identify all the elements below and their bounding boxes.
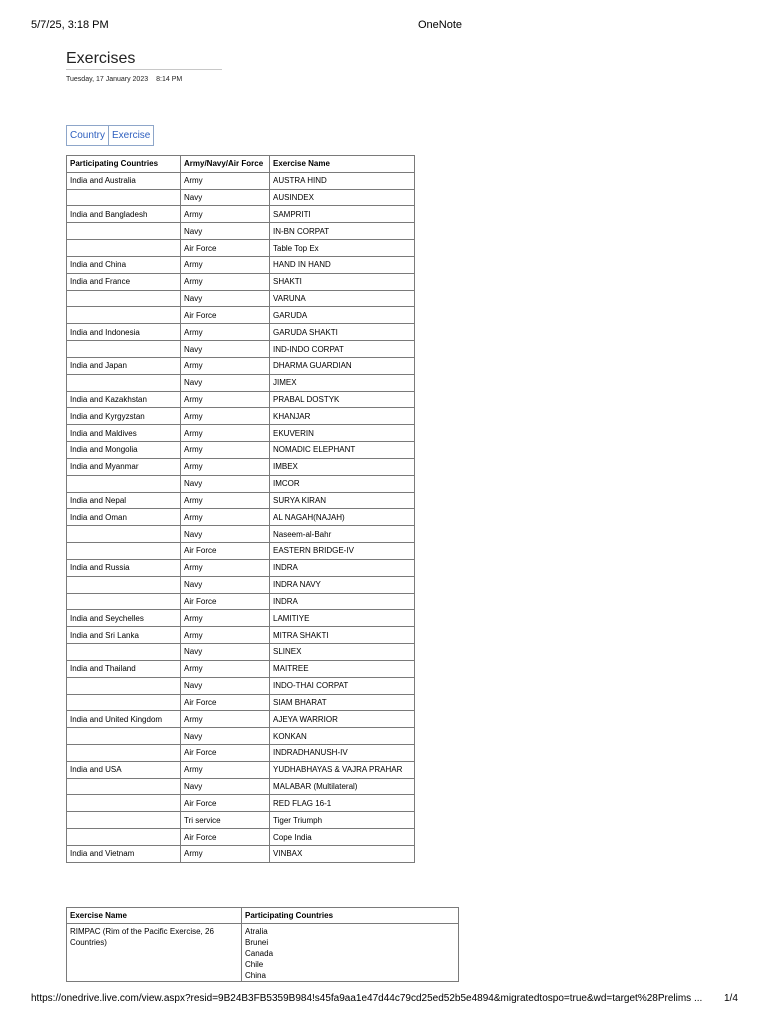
cell-exercise-name: EKUVERIN: [270, 425, 415, 442]
cell-service: Navy: [181, 728, 270, 745]
table-row: [67, 307, 415, 324]
column-header-exercise-name: Exercise Name: [67, 908, 242, 924]
bilateral-exercises-table: [66, 155, 415, 863]
country-name: Chile: [245, 960, 264, 969]
tab-country[interactable]: Country: [66, 125, 109, 146]
cell-service: Army: [181, 845, 270, 862]
column-header-participants: Participating Countries: [242, 908, 459, 924]
cell-service: Navy: [181, 475, 270, 492]
cell-exercise-name: Cope India: [270, 829, 415, 846]
cell-service: Army: [181, 458, 270, 475]
cell-service: Army: [181, 627, 270, 644]
cell-service: Army: [181, 408, 270, 425]
table-row: [67, 206, 415, 223]
cell-service: Air Force: [181, 795, 270, 812]
cell-countries: [67, 240, 181, 257]
cell-countries: [67, 778, 181, 795]
cell-countries: [67, 728, 181, 745]
print-footer-url: https://onedrive.live.com/view.aspx?resid=9B24B3FB5359B984!s45fa9aa1e47d44c79cd25ed52b5e4894&migratedtospo=true&wd=target%28Prelims ...: [31, 993, 703, 1004]
table-row: [67, 240, 415, 257]
page-title: Exercises: [66, 50, 136, 67]
table-row: [67, 543, 415, 560]
multilateral-exercises-table: [66, 907, 459, 982]
cell-service: Navy: [181, 223, 270, 240]
cell-countries: [67, 341, 181, 358]
cell-service: Navy: [181, 290, 270, 307]
cell-countries: India and Indonesia: [67, 324, 181, 341]
cell-service: Army: [181, 711, 270, 728]
cell-countries: India and Russia: [67, 559, 181, 576]
table-row: [67, 172, 415, 189]
cell-exercise-name: SURYA KIRAN: [270, 492, 415, 509]
cell-service: Navy: [181, 576, 270, 593]
table-header-row: [67, 908, 459, 924]
cell-service: Air Force: [181, 543, 270, 560]
cell-service: Army: [181, 206, 270, 223]
cell-service: Army: [181, 324, 270, 341]
cell-exercise-name: INDRA: [270, 559, 415, 576]
table-row: [67, 391, 415, 408]
table-row: [67, 357, 415, 374]
table-row: [67, 425, 415, 442]
cell-service: Navy: [181, 526, 270, 543]
cell-countries: [67, 374, 181, 391]
page-timestamp: [66, 76, 182, 83]
cell-countries: India and Australia: [67, 172, 181, 189]
cell-exercise-name: JIMEX: [270, 374, 415, 391]
country-name: China: [245, 971, 266, 980]
print-datetime: 5/7/25, 3:18 PM: [31, 19, 109, 31]
cell-countries: [67, 812, 181, 829]
cell-service: Navy: [181, 778, 270, 795]
table-row: [67, 711, 415, 728]
print-app-name: OneNote: [418, 19, 463, 31]
table-row: [67, 341, 415, 358]
cell-exercise-name: RED FLAG 16-1: [270, 795, 415, 812]
cell-countries: [67, 644, 181, 661]
page-date: Tuesday, 17 January 2023: [66, 76, 149, 83]
table-row: [67, 644, 415, 661]
table-row: [67, 374, 415, 391]
cell-exercise-name: YUDHABHAYAS & VAJRA PRAHAR: [270, 761, 415, 778]
cell-exercise-name: AUSTRA HIND: [270, 172, 415, 189]
title-underline: [66, 69, 222, 70]
table-row: [67, 324, 415, 341]
cell-service: Army: [181, 425, 270, 442]
cell-countries: [67, 829, 181, 846]
cell-exercise-name: SAMPRITI: [270, 206, 415, 223]
cell-exercise-name: IND-INDO CORPAT: [270, 341, 415, 358]
cell-countries: [67, 694, 181, 711]
cell-service: Army: [181, 442, 270, 459]
cell-countries: [67, 475, 181, 492]
cell-exercise-name: INDRADHANUSH-IV: [270, 744, 415, 761]
cell-participating-countries: [242, 924, 459, 982]
cell-exercise-name: AJEYA WARRIOR: [270, 711, 415, 728]
cell-service: Navy: [181, 644, 270, 661]
cell-countries: India and Maldives: [67, 425, 181, 442]
cell-exercise-name: AL NAGAH(NAJAH): [270, 509, 415, 526]
table-row: [67, 509, 415, 526]
cell-service: Navy: [181, 189, 270, 206]
table-row: [67, 694, 415, 711]
cell-countries: India and United Kingdom: [67, 711, 181, 728]
table-row: [67, 492, 415, 509]
cell-countries: [67, 593, 181, 610]
section-tabs: [66, 125, 154, 146]
cell-countries: India and Kyrgyzstan: [67, 408, 181, 425]
table-row: [67, 458, 415, 475]
cell-service: Navy: [181, 677, 270, 694]
table-row: [67, 845, 415, 862]
cell-countries: [67, 290, 181, 307]
cell-exercise-name: VINBAX: [270, 845, 415, 862]
cell-exercise-name: LAMITIYE: [270, 610, 415, 627]
cell-service: Army: [181, 172, 270, 189]
cell-countries: [67, 189, 181, 206]
cell-exercise-name: Table Top Ex: [270, 240, 415, 257]
cell-countries: India and Bangladesh: [67, 206, 181, 223]
cell-exercise-name: Tiger Triumph: [270, 812, 415, 829]
table-row: [67, 744, 415, 761]
cell-countries: India and Oman: [67, 509, 181, 526]
table-row: [67, 576, 415, 593]
cell-service: Air Force: [181, 307, 270, 324]
cell-countries: India and Myanmar: [67, 458, 181, 475]
table-row: [67, 778, 415, 795]
cell-exercise-name: INDO-THAI CORPAT: [270, 677, 415, 694]
column-header-countries: Participating Countries: [67, 156, 181, 173]
cell-countries: India and Mongolia: [67, 442, 181, 459]
cell-service: Navy: [181, 374, 270, 391]
print-page-number: 1/4: [724, 993, 738, 1004]
cell-countries: India and Vietnam: [67, 845, 181, 862]
table-row: [67, 223, 415, 240]
table-header-row: [67, 156, 415, 173]
cell-exercise-name: MALABAR (Multilateral): [270, 778, 415, 795]
cell-exercise-name: DHARMA GUARDIAN: [270, 357, 415, 374]
table-row: [67, 829, 415, 846]
table-row: [67, 593, 415, 610]
table-row: [67, 559, 415, 576]
cell-service: Army: [181, 492, 270, 509]
cell-service: Army: [181, 256, 270, 273]
table-row: [67, 627, 415, 644]
cell-service: Army: [181, 610, 270, 627]
cell-countries: India and Japan: [67, 357, 181, 374]
table-row: [67, 526, 415, 543]
column-header-exercise: Exercise Name: [270, 156, 415, 173]
cell-exercise-name: GARUDA: [270, 307, 415, 324]
cell-exercise-name: KHANJAR: [270, 408, 415, 425]
cell-exercise-name: INDRA NAVY: [270, 576, 415, 593]
cell-service: Army: [181, 761, 270, 778]
page-time: 8:14 PM: [156, 76, 183, 83]
cell-exercise-name: SHAKTI: [270, 273, 415, 290]
cell-service: Army: [181, 273, 270, 290]
cell-exercise-name: NOMADIC ELEPHANT: [270, 442, 415, 459]
cell-service: Army: [181, 559, 270, 576]
cell-service: Tri service: [181, 812, 270, 829]
country-name: Brunei: [245, 938, 269, 947]
table-row: [67, 290, 415, 307]
cell-exercise-name: GARUDA SHAKTI: [270, 324, 415, 341]
column-header-service: Army/Navy/Air Force: [181, 156, 270, 173]
cell-countries: [67, 677, 181, 694]
cell-countries: [67, 526, 181, 543]
cell-exercise-name: IN-BN CORPAT: [270, 223, 415, 240]
cell-exercise-name: PRABAL DOSTYK: [270, 391, 415, 408]
cell-countries: [67, 223, 181, 240]
cell-exercise-name: MITRA SHAKTI: [270, 627, 415, 644]
cell-service: Air Force: [181, 694, 270, 711]
table-row: [67, 475, 415, 492]
cell-countries: India and China: [67, 256, 181, 273]
cell-exercise-name: RIMPAC (Rim of the Pacific Exercise, 26 Countries): [67, 924, 242, 982]
cell-exercise-name: SIAM BHARAT: [270, 694, 415, 711]
table-row: [67, 812, 415, 829]
table-row: [67, 761, 415, 778]
cell-countries: India and Thailand: [67, 660, 181, 677]
cell-exercise-name: IMCOR: [270, 475, 415, 492]
table-row: [67, 273, 415, 290]
table-row: [67, 795, 415, 812]
country-name: Canada: [245, 949, 274, 958]
cell-countries: [67, 744, 181, 761]
cell-countries: [67, 795, 181, 812]
cell-service: Air Force: [181, 240, 270, 257]
table-row: [67, 924, 459, 982]
cell-exercise-name: INDRA: [270, 593, 415, 610]
cell-countries: India and Kazakhstan: [67, 391, 181, 408]
cell-service: Air Force: [181, 593, 270, 610]
tab-exercise[interactable]: Exercise: [108, 125, 154, 146]
table-row: [67, 728, 415, 745]
cell-exercise-name: AUSINDEX: [270, 189, 415, 206]
cell-service: Air Force: [181, 829, 270, 846]
cell-service: Air Force: [181, 744, 270, 761]
cell-exercise-name: EASTERN BRIDGE-IV: [270, 543, 415, 560]
cell-countries: India and Seychelles: [67, 610, 181, 627]
cell-service: Army: [181, 660, 270, 677]
table-row: [67, 442, 415, 459]
cell-countries: India and USA: [67, 761, 181, 778]
cell-exercise-name: SLINEX: [270, 644, 415, 661]
cell-exercise-name: IMBEX: [270, 458, 415, 475]
table-row: [67, 189, 415, 206]
cell-service: Army: [181, 357, 270, 374]
cell-countries: [67, 307, 181, 324]
cell-service: Army: [181, 509, 270, 526]
cell-exercise-name: Naseem-al-Bahr: [270, 526, 415, 543]
cell-service: Navy: [181, 341, 270, 358]
table-row: [67, 408, 415, 425]
table-row: [67, 660, 415, 677]
table-row: [67, 610, 415, 627]
cell-countries: [67, 543, 181, 560]
cell-exercise-name: HAND IN HAND: [270, 256, 415, 273]
cell-countries: India and Nepal: [67, 492, 181, 509]
table-row: [67, 677, 415, 694]
country-name: Atralia: [245, 927, 268, 936]
cell-countries: [67, 576, 181, 593]
cell-exercise-name: VARUNA: [270, 290, 415, 307]
cell-countries: India and Sri Lanka: [67, 627, 181, 644]
cell-exercise-name: KONKAN: [270, 728, 415, 745]
table-row: [67, 256, 415, 273]
cell-exercise-name: MAITREE: [270, 660, 415, 677]
cell-service: Army: [181, 391, 270, 408]
cell-countries: India and France: [67, 273, 181, 290]
